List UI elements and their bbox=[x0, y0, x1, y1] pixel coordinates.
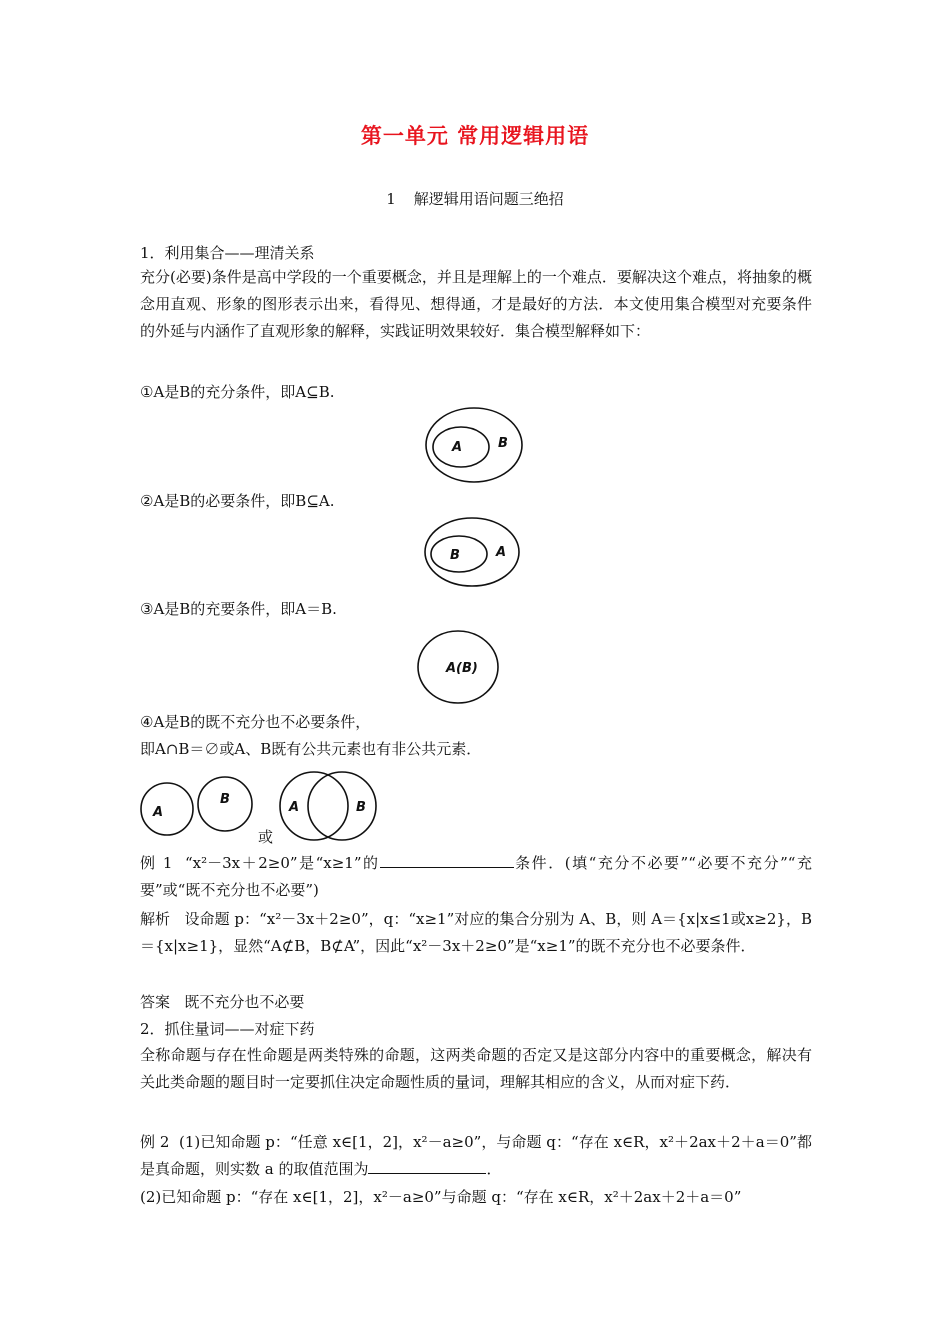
part2-heading: 2．抓住量词——对症下药 bbox=[140, 1020, 315, 1038]
left-set-label: A bbox=[289, 800, 300, 815]
example1-question bbox=[140, 850, 812, 904]
left-set-label: A bbox=[153, 805, 164, 820]
inner-set-label: B bbox=[450, 548, 460, 563]
inner-set-label: A bbox=[452, 440, 463, 455]
analysis-label: 解析 bbox=[140, 910, 171, 928]
example2-question2: (2)已知命题 p：“存在 x∈[1，2]，x²－a≥0”与命题 q：“存在 x∈R，x²＋2ax＋2＋a＝0” bbox=[140, 1188, 742, 1206]
right-set-label: B bbox=[220, 792, 230, 807]
case2-text: ②A是B的必要条件，即B⊆A. bbox=[140, 492, 335, 510]
example2-question1 bbox=[140, 1129, 812, 1183]
or-word: 或 bbox=[258, 828, 274, 846]
answer-text: 既不充分也不必要 bbox=[184, 993, 305, 1011]
example1-label: 例 1 bbox=[140, 854, 173, 872]
left-set-circle bbox=[141, 783, 193, 835]
section-title bbox=[0, 188, 950, 209]
example1-analysis bbox=[140, 906, 812, 960]
example1-question-part1: “x²－3x＋2≥0”是“x≥1”的 bbox=[185, 854, 380, 872]
part1-intro: 充分(必要)条件是高中学段的一个重要概念，并且是理解上的一个难点．要解决这个难点，将抽象的概念用直观、形象的图形表示出来，看得见、想得通，才是最好的方法．本文使用集合模型对充要条件的外延与内涵作了直观形象的解释，实践证明效果较好．集合模型解释如下： bbox=[140, 268, 812, 340]
case3-text: ③A是B的充要条件，即A＝B. bbox=[140, 600, 337, 618]
example2-question1-text: (1)已知命题 p：“任意 x∈[1，2]，x²－a≥0”，与命题 q：“存在 x∈R，x²＋2ax＋2＋a＝0”都是真命题，则实数 a 的取值范围为 bbox=[140, 1133, 813, 1178]
equal-set-label: A(B) bbox=[446, 661, 478, 676]
analysis-text: 设命题 p：“x²－3x＋2≥0”，q：“x≥1”对应的集合分别为 A、B，则 A＝{x|x≤1或x≥2}，B＝{x|x≥1}，显然“A⊄B，B⊄A”，因此“x²－3x＋2≥0”是“x≥1”的既不充分也不必要条件． bbox=[140, 910, 812, 955]
example2-answer-blank[interactable] bbox=[368, 1172, 486, 1174]
outer-set-label: B bbox=[498, 436, 508, 451]
example1-answer-blank[interactable] bbox=[380, 866, 514, 868]
venn-diagram-equal bbox=[418, 630, 500, 704]
venn-diagram-overlap bbox=[280, 770, 380, 842]
example1-answer bbox=[140, 989, 304, 1015]
part2-intro: 全称命题与存在性命题是两类特殊的命题，这两类命题的否定又是这部分内容中的重要概念，解决有关此类命题的题目时一定要抓住决定命题性质的量词，理解其相应的含义，从而对症下药． bbox=[140, 1046, 812, 1091]
outer-set-label: A bbox=[496, 545, 507, 560]
venn-diagram-disjoint bbox=[140, 776, 256, 838]
case4-text: ④A是B的既不充分也不必要条件， bbox=[140, 713, 371, 731]
case1-text: ①A是B的充分条件，即A⊆B. bbox=[140, 383, 335, 401]
right-set-label: B bbox=[356, 800, 366, 815]
section-label: 解逻辑用语问题三绝招 bbox=[413, 190, 564, 208]
venn-diagram-subset bbox=[424, 406, 524, 484]
example1-question-part2: 条件．(填“充分不必要”“必要不充分”“充要”或“既不充分也不必要”) bbox=[140, 854, 812, 899]
section-number: 1 bbox=[386, 190, 396, 208]
part1-heading: 1．利用集合——理清关系 bbox=[140, 244, 315, 262]
case4-detail-text: 即A∩B＝∅或A、B既有公共元素也有非公共元素． bbox=[140, 740, 482, 758]
example2-question1-end: ． bbox=[486, 1160, 502, 1178]
venn-diagram-superset bbox=[424, 516, 524, 588]
page-title: 第一单元 常用逻辑用语 bbox=[360, 124, 590, 148]
answer-label: 答案 bbox=[140, 993, 171, 1011]
example2-label: 例 2 bbox=[140, 1133, 170, 1151]
